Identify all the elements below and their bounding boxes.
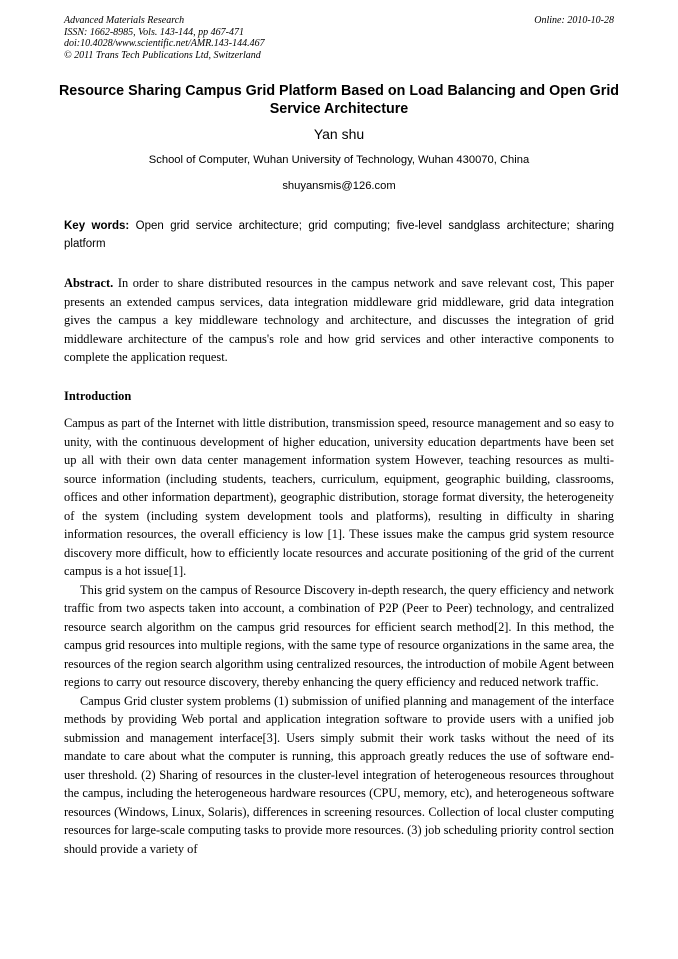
- introduction-body: [64, 414, 614, 858]
- doi-line: doi:10.4028/www.scientific.net/AMR.143-144.467: [64, 38, 265, 49]
- paragraph: Campus as part of the Internet with little distribution, transmission speed, resource management and so easy to unity, with the continuous development of higher education, university education departments have been set up all with their own data center management information system However, teaching resources as multi-source information (including students, teachers, curriculum, equipment, geographic building, classrooms, offices and other information department), geographic distribution, storage format diversity, the heterogeneity of the system (including system development tools and platforms), resulting in difficulty in sharing information resources, the overall efficiency is low [1]. These issues make the campus grid system resource discovery more difficult, how to efficiently locate resources and accurate positioning of the grid of the current campus is a hot issue[1].: [64, 416, 614, 578]
- issn-line: ISSN: 1662-8985, Vols. 143-144, pp 467-471: [64, 26, 244, 38]
- author-affiliation: School of Computer, Wuhan University of Technology, Wuhan 430070, China: [148, 154, 530, 166]
- paragraph: This grid system on the campus of Resource Discovery in-depth research, the query efficiency and network traffic from two aspects taken into account, a combination of P2P (Peer to Peer) technology, and centralized resource search algorithm on the campus grid resources for efficient search method[2]. In this method, the campus grid resources into multiple regions, with the same type of resource organizations in the same area, the resources of the region search algorithm using centralized resources, the introduction of mobile Agent between regions to carry out resource discovery, thereby enhancing the query efficiency and reduced network traffic.: [64, 582, 614, 689]
- paragraph: Campus Grid cluster system problems (1) submission of unified planning and management of the interface methods by providing Web portal and application integration software to provide users with a unified job submission and management interface[3]. Users simply submit their work tasks without the need of its mandate to care about what the computer is running, this approach greatly reduces the use of software end-user threshold. (2) Sharing of resources in the cluster-level integration of heterogeneous resources throughout the campus, including the heterogeneous hardware resources (CPU, memory, etc), and heterogeneous software resources (Windows, Linux, Solaris), differences in screening resources. Collection of local cluster computing resources for large-scale computing tasks to provide more resources. (3) job scheduling priority control section should provide a variety of: [64, 693, 614, 856]
- author-email: shuyansmis@126.com: [282, 180, 396, 192]
- keywords-text: Open grid service architecture; grid computing; five-level sandglass architecture; sharing platform: [64, 220, 614, 250]
- journal-info: [64, 15, 614, 61]
- journal-header: [64, 15, 614, 61]
- online-date: Online: 2010-10-28: [534, 15, 614, 26]
- copyright-line: © 2011 Trans Tech Publications Ltd, Switzerland: [64, 49, 261, 61]
- keywords-label: Key words:: [64, 220, 130, 232]
- abstract-text: In order to share distributed resources in the campus network and save relevant cost, This paper presents an extended campus services, data integration middleware grid middleware, grid data integration gives the campus a key middleware technology and architecture, and discusses the integration of grid middleware architecture of the campus's role and how grid services and other interactive components to complete the application request.: [64, 276, 614, 364]
- abstract: [64, 274, 614, 367]
- paper-title: Resource Sharing Campus Grid Platform Based on Load Balancing and Open Grid Service Architecture: [58, 83, 620, 117]
- abstract-label: Abstract.: [64, 276, 114, 290]
- section-heading: Introduction: [64, 389, 132, 403]
- journal-name: Advanced Materials Research: [64, 15, 185, 26]
- keywords: [64, 217, 614, 253]
- author-name: Yan shu: [313, 126, 365, 142]
